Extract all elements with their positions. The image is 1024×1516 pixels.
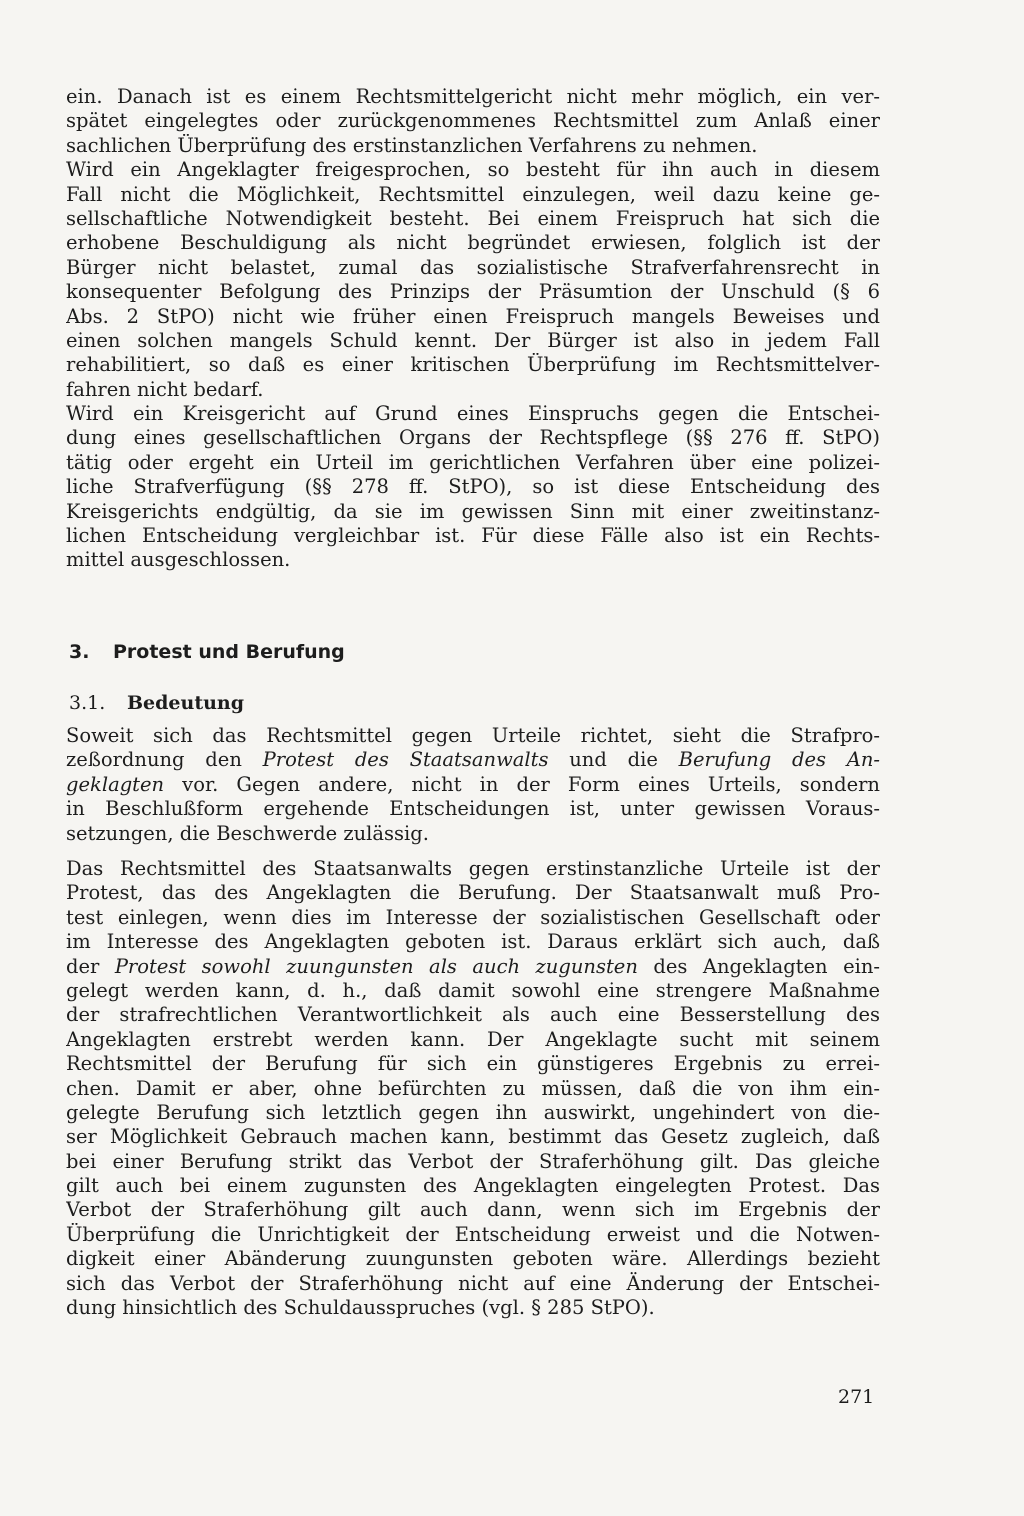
text-line: Wird ein Kreisgericht auf Grund eines Einspruchs gegen die Entschei- (66, 402, 880, 426)
text-line: konsequenter Befolgung des Prinzips der Präsumtion der Unschuld (§ 6 (66, 280, 880, 304)
text-line: geklagten vor. Gegen andere, nicht in der Form eines Urteils, sondern (66, 772, 880, 796)
section-title: Protest und Berufung (113, 641, 345, 663)
text-line: Soweit sich das Rechtsmittel gegen Urteile richtet, sieht die Strafpro- (66, 724, 880, 747)
text-line: einen solchen mangels Schuld kennt. Der Bürger ist also in jedem Fall (66, 328, 880, 352)
text-line: tätig oder ergeht ein Urteil im gerichtlichen Verfahren über eine polizei- (66, 450, 880, 474)
text-line: Protest, das des Angeklagten die Berufung. Der Staatsanwalt muß Pro- (66, 881, 880, 905)
text-line: fahren nicht bedarf. (66, 377, 264, 401)
text-line: dung hinsichtlich des Schuldausspruches (vgl. § 285 StPO). (66, 1296, 655, 1320)
section-number: 3. (69, 641, 90, 663)
text-block-top (66, 85, 880, 573)
text-line: sachlichen Überprüfung des erstinstanzlichen Verfahrens zu nehmen. (66, 133, 758, 157)
text-line: Abs. 2 StPO) nicht wie früher einen Freispruch mangels Beweises und (66, 304, 880, 328)
text-line: Kreisgerichts endgültig, da sie im gewissen Sinn mit einer zweitinstanz- (66, 499, 880, 523)
page-number: 271 (838, 1386, 875, 1408)
emphasis: geklagten (66, 772, 165, 796)
text-line: Angeklagten erstrebt werden kann. Der Angeklagte sucht mit seinem (66, 1027, 880, 1051)
paragraph-5 (66, 857, 880, 1320)
text-line: der Protest sowohl zuungunsten als auch zugunsten des Angeklagten ein- (66, 954, 880, 978)
text-line: mittel ausgeschlossen. (66, 548, 291, 572)
text-line: erhobene Beschuldigung als nicht begründet erwiesen, folglich ist der (66, 231, 880, 255)
text-line: chen. Damit er aber, ohne befürchten zu müssen, daß die von ihm ein- (66, 1076, 880, 1100)
subsection-number: 3.1. (69, 692, 106, 714)
text-line: in Beschlußform ergehende Entscheidungen ist, unter gewissen Voraus- (66, 797, 880, 821)
text-line: Das Rechtsmittel des Staatsanwalts gegen erstinstanzliche Urteile ist der (66, 857, 880, 880)
text-line: gelegte Berufung sich letztlich gegen ihn auswirkt, ungehindert von die- (66, 1100, 880, 1124)
text-line: rehabilitiert, so daß es einer kritischen Überprüfung im Rechtsmittelver- (66, 353, 880, 377)
text-line: dung eines gesellschaftlichen Organs der Rechtspflege (§§ 276 ff. StPO) (66, 426, 880, 450)
text-line: im Interesse des Angeklagten geboten ist. Daraus erklärt sich auch, daß (66, 930, 880, 954)
section-heading (69, 641, 345, 663)
text-line: liche Strafverfügung (§§ 278 ff. StPO), so ist diese Entscheidung des (66, 475, 880, 499)
text-line: bei einer Berufung strikt das Verbot der Straferhöhung gilt. Das gleiche (66, 1149, 880, 1173)
text-line: test einlegen, wenn dies im Interesse der sozialistischen Gesellschaft oder (66, 905, 880, 929)
text-line: Wird ein Angeklagter freigesprochen, so besteht für ihn auch in diesem (66, 158, 880, 182)
text-line: gilt auch bei einem zugunsten des Angeklagten eingelegten Protest. Das (66, 1174, 880, 1198)
text-line: sich das Verbot der Straferhöhung nicht auf eine Änderung der Entschei- (66, 1271, 880, 1295)
text-line: Fall nicht die Möglichkeit, Rechtsmittel einzulegen, weil dazu keine ge- (66, 182, 880, 206)
text-line: spätet eingelegtes oder zurückgenommenes Rechtsmittel zum Anlaß einer (66, 109, 880, 133)
text-line: Bürger nicht belastet, zumal das sozialistische Strafverfahrensrecht in (66, 255, 880, 279)
text-line: ser Möglichkeit Gebrauch machen kann, bestimmt das Gesetz zugleich, daß (66, 1125, 880, 1149)
emphasis: Protest sowohl zuungunsten als auch zugunsten (114, 954, 638, 978)
paragraph-2 (66, 158, 880, 402)
text-line: gelegt werden kann, d. h., daß damit sowohl eine strengere Maßnahme (66, 978, 880, 1002)
text-line: der strafrechtlichen Verantwortlichkeit als auch eine Besserstellung des (66, 1003, 880, 1027)
subsection-title: Bedeutung (127, 692, 245, 714)
subsection-heading (69, 692, 244, 714)
paragraph-1 (66, 85, 880, 158)
text-line: Verbot der Straferhöhung gilt auch dann, wenn sich im Ergebnis der (66, 1198, 880, 1222)
paragraph-4 (66, 724, 880, 846)
paragraph-3 (66, 402, 880, 573)
text-line: digkeit einer Abänderung zuungunsten geboten wäre. Allerdings bezieht (66, 1247, 880, 1271)
text-line: Rechtsmittel der Berufung für sich ein günstigeres Ergebnis zu errei- (66, 1052, 880, 1076)
emphasis: Protest des Staatsanwalts (262, 748, 549, 772)
text-line: setzungen, die Beschwerde zulässig. (66, 821, 429, 845)
text-line: lichen Entscheidung vergleichbar ist. Für diese Fälle also ist ein Rechts- (66, 524, 880, 548)
text-line: zeßordnung den Protest des Staatsanwalts und die Berufung des An- (66, 748, 880, 772)
text-line: Überprüfung die Unrichtigkeit der Entscheidung erweist und die Notwen- (66, 1222, 880, 1246)
emphasis: Berufung des An- (678, 748, 880, 772)
text-line: ein. Danach ist es einem Rechtsmittelgericht nicht mehr möglich, ein ver- (66, 85, 880, 108)
text-line: sellschaftliche Notwendigkeit besteht. Bei einem Freispruch hat sich die (66, 206, 880, 230)
